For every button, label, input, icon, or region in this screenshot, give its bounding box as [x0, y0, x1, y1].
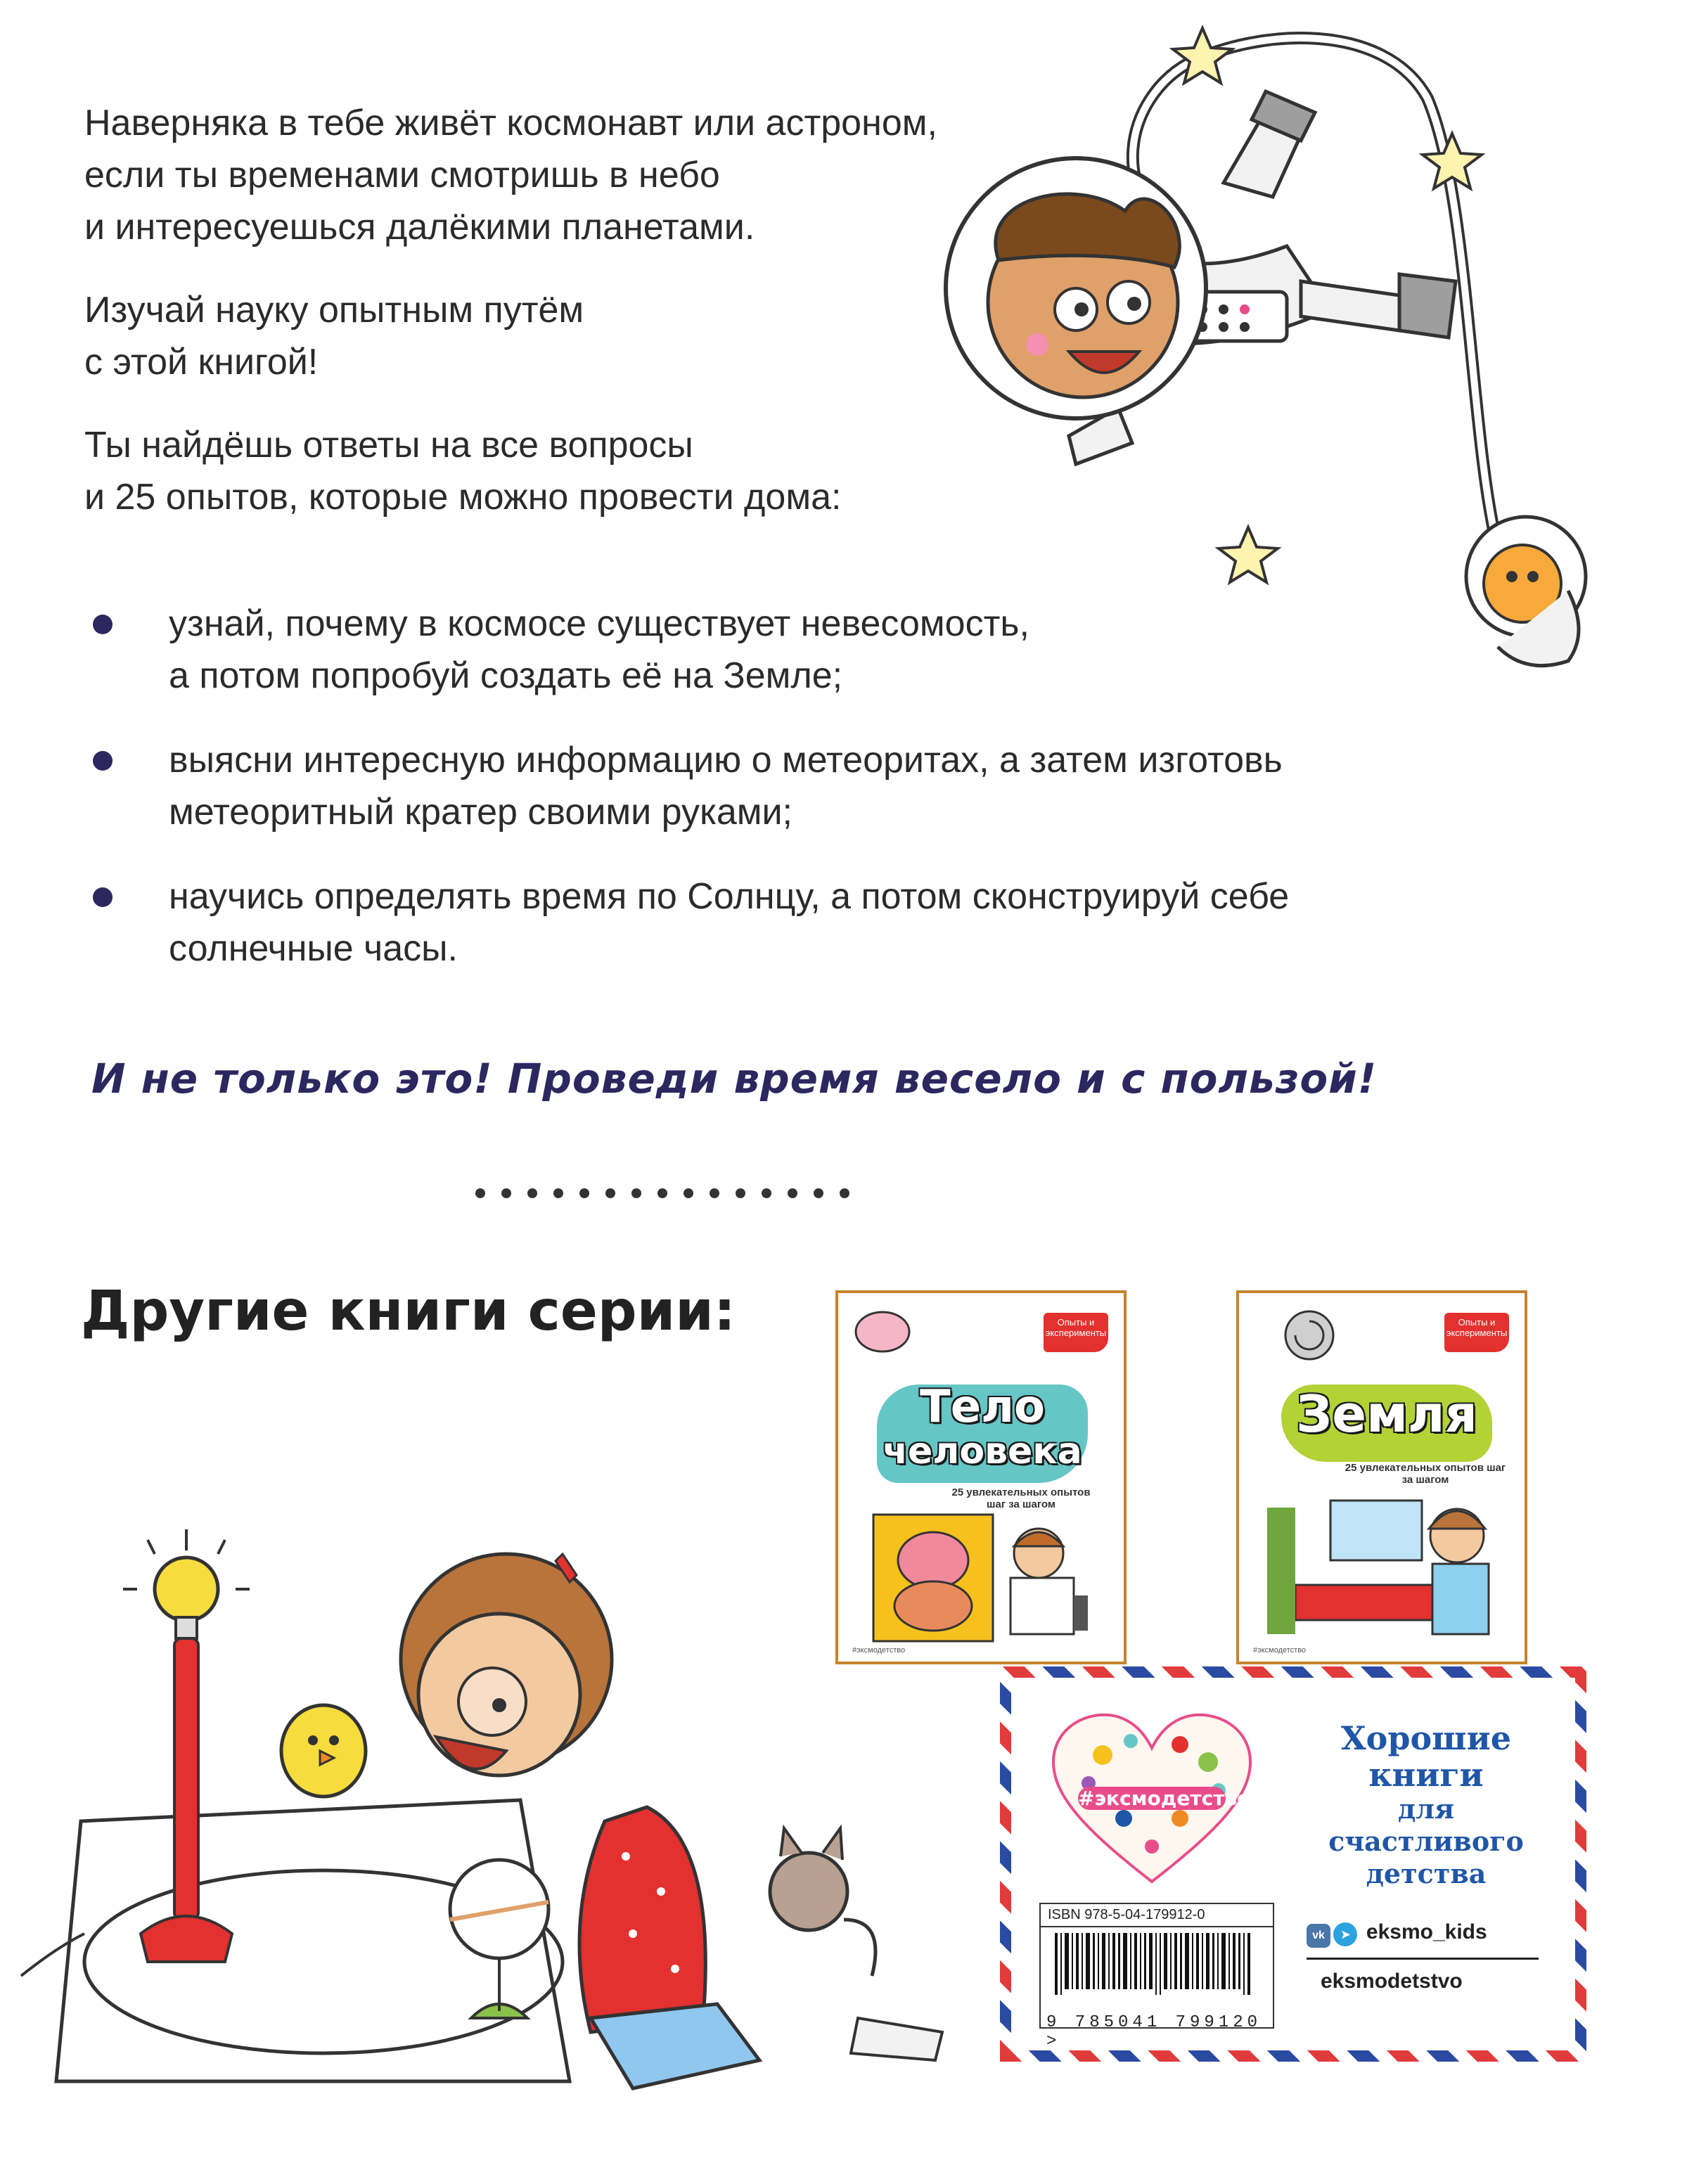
child-experiment-illustration	[1253, 1494, 1513, 1648]
intro-line: и интересуешься далёкими планетами.	[84, 207, 755, 248]
slogan-line: детства	[1366, 1858, 1487, 1889]
intro-text	[84, 97, 963, 523]
bullet-dot	[93, 615, 113, 634]
list-item	[84, 734, 1596, 838]
slogan-line: книги	[1368, 1756, 1484, 1794]
series-badge: Опыты и эксперименты	[1044, 1313, 1108, 1352]
vk-icon: vk	[1307, 1924, 1330, 1948]
isbn-text: ISBN 978-5-04-179912-0	[1041, 1904, 1273, 1927]
bullet-line: научись определять время по Солнцу, а потом сконструируй себе	[169, 876, 1290, 917]
book-title: Земля	[1296, 1385, 1477, 1444]
girl-globe-illustration	[14, 1526, 970, 2102]
intro-line: Изучай науку опытным путём	[84, 290, 584, 330]
brain-icon	[851, 1307, 914, 1356]
envelope-panel	[1000, 1666, 1586, 2062]
bullet-line: узнай, почему в космосе существует невесомость,	[169, 603, 1029, 644]
telegram-icon: ➤	[1333, 1922, 1357, 1946]
slogan	[1307, 1720, 1546, 1890]
intro-line: Наверняка в тебе живёт космонавт или астроном,	[84, 103, 937, 143]
publisher-mark: #эксмодетство	[1253, 1646, 1307, 1655]
intro-line: с этой книгой!	[84, 342, 319, 383]
dotted-divider	[475, 1188, 866, 1202]
social-divider	[1307, 1958, 1539, 1960]
bullet-list	[84, 598, 1596, 1007]
bullet-line: метеоритный кратер своими руками;	[169, 792, 793, 833]
book-subtitle: 25 увлекательных опытов шаг за шагом	[1345, 1462, 1506, 1486]
list-item	[84, 598, 1596, 702]
bullet-line: солнечные часы.	[169, 928, 458, 969]
intro-line: Ты найдёшь ответы на все вопросы	[84, 425, 693, 465]
intro-line: если ты временами смотришь в небо	[84, 155, 720, 195]
book-subtitle: 25 увлекательных опытов шаг за шагом	[951, 1486, 1091, 1510]
series-title: Другие книги серии:	[81, 1280, 736, 1343]
astronaut-illustration	[893, 14, 1596, 689]
slogan-line: Хорошие	[1340, 1719, 1512, 1757]
star-icon	[1219, 527, 1278, 582]
heart-hashtag: #эксмодетство	[1078, 1787, 1251, 1810]
book-title-line1: Тело	[920, 1381, 1045, 1433]
intro-line: и 25 опытов, которые можно провести дома:	[84, 477, 842, 518]
bullet-dot	[93, 887, 113, 907]
child-microscope-illustration	[989, 1518, 1116, 1645]
website-name[interactable]: eksmodetstvo	[1321, 1970, 1463, 1993]
social-handle: eksmo_kids	[1366, 1920, 1487, 1944]
slogan-line: для счастливого	[1328, 1793, 1524, 1857]
bullet-line: а потом попробуй создать её на Земле;	[169, 655, 843, 696]
tagline: И не только это! Проведи время весело и с пользой!	[91, 1055, 1378, 1103]
social-row[interactable]	[1307, 1920, 1560, 1948]
barcode	[1041, 1927, 1273, 1998]
book-title-line2: человека	[883, 1430, 1082, 1472]
barcode-digits: 9 785041 799120 >	[1046, 2013, 1262, 2051]
publisher-mark: #эксмодетство	[852, 1646, 906, 1655]
book-cover-earth[interactable]	[1236, 1290, 1527, 1664]
fossil-icon	[1278, 1307, 1341, 1363]
isbn-block	[1039, 1903, 1274, 2051]
bullet-line: выясни интересную информацию о метеоритах, а затем изготовь	[169, 740, 1283, 781]
bullet-dot	[93, 751, 113, 771]
list-item	[84, 871, 1596, 975]
series-badge: Опыты и эксперименты	[1444, 1313, 1509, 1352]
